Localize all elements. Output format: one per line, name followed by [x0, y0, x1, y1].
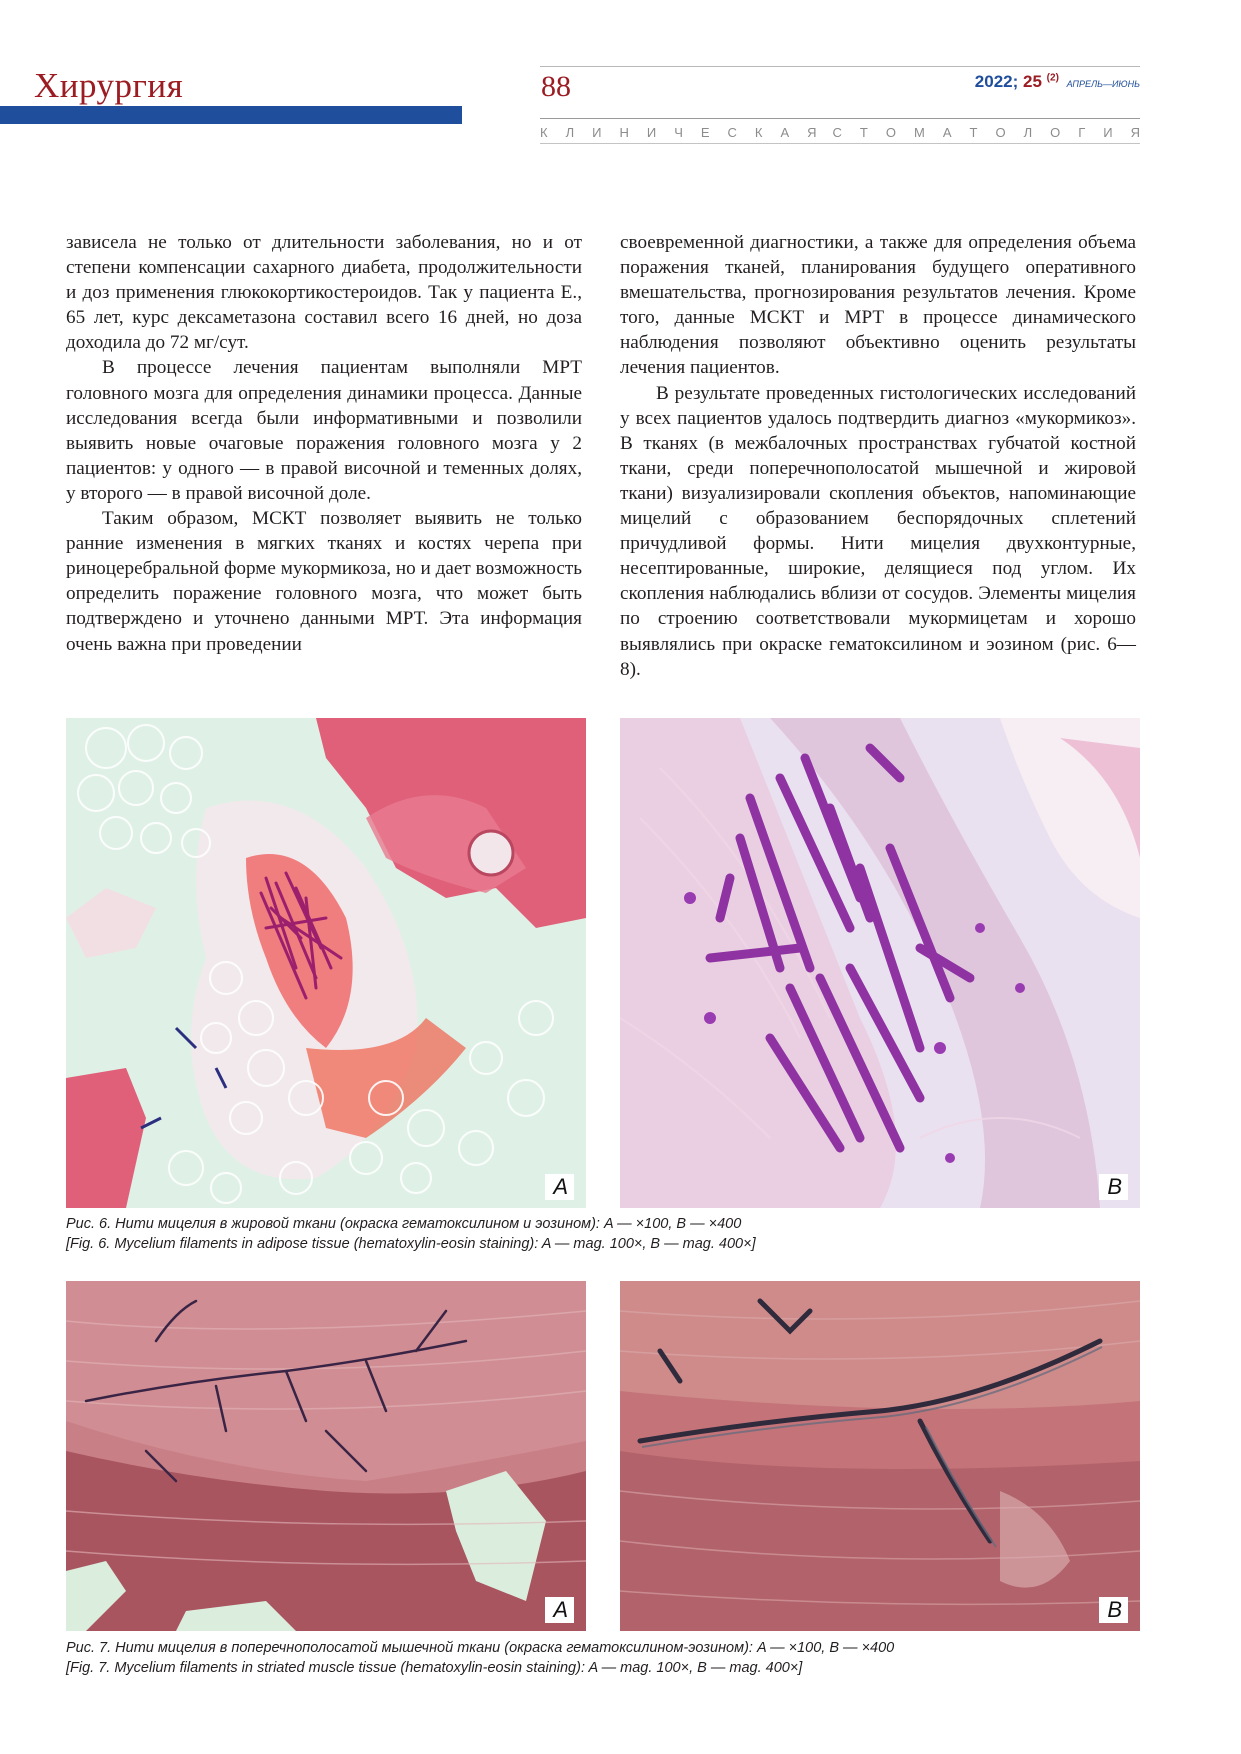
header-rule-bottom — [540, 143, 1140, 144]
journal-name — [540, 125, 1140, 140]
section-title: Хирургия — [34, 66, 184, 105]
figure-6-caption-ru: Рис. 6. Нити мицелия в жировой ткани (окраска гематоксилином и эозином): A — ×100, B — ×400 — [66, 1216, 742, 1232]
figure-7a-micrograph — [66, 1281, 586, 1631]
figure-6-caption-en: [Fig. 6. Mycelium filaments in adipose tissue (hematoxylin-eosin staining): A — mag. 100×, B — mag. 400×] — [66, 1236, 756, 1252]
figure-7-caption-ru: Рис. 7. Нити мицелия в поперечнополосатой мышечной ткани (окраска гематоксилином-эозином): A — ×100, B — ×400 — [66, 1640, 895, 1656]
issue-info: 2022; 25 $^{(2)}$ АПРЕЛЬ—ИЮНЬ — [974, 72, 1140, 91]
paragraph: своевременной диагностики, а также для определения объема поражения тканей, планирования будущего оперативного вмешательства, прогнозирования результатов лечения. Кроме того, данные МСКТ и МРТ в процессе динамического наблюдения позволяют объективно оценить результаты лечения пациентов. — [620, 232, 1136, 379]
panel-label-a: A — [545, 1597, 574, 1623]
figure-7-caption — [66, 1638, 1146, 1678]
panel-label-b: B — [1099, 1597, 1128, 1623]
figure-7-caption-en: [Fig. 7. Mycelium filaments in striated muscle tissue (hematoxylin-eosin staining): A — mag. 100×, B — mag. 400×] — [66, 1660, 803, 1676]
paragraph: В процессе лечения пациентам выполняли МРТ головного мозга для определения динамики процесса. Данные исследования всегда были информативными и позволили выявить новые очаговые поражения головного мозга у 2 пациентов: у одного — в правой височной и теменных долях, у второго — в правой височной доле. — [66, 357, 582, 504]
section-color-bar — [0, 106, 462, 124]
issue-number: (2) — [1046, 72, 1059, 84]
panel-label-b: B — [1099, 1174, 1128, 1200]
histology-image — [66, 1281, 586, 1631]
histology-image — [66, 718, 586, 1208]
issue-volume: 25 — [1023, 72, 1042, 91]
figure-6-caption — [66, 1214, 1146, 1254]
paragraph: В результате проведенных гистологических исследований у всех пациентов удалось подтвердить диагноз «мукормикоз». В тканях (в межбалочных пространствах губчатой костной ткани, среди поперечнополосатой мышечной и жировой ткани) визуализировали скопления объектов, напоминающие мицелий с образованием беспорядочных сплетений причудливой формы. Нити мицелия двухконтурные, несептированные, широкие, делящиеся под углом. Их скопления наблюдались вблизи от сосудов. Элементы мицелия по строению соответствовали мукормицетам и хорошо выявлялись при окраске гематоксилином и эозином (рис. 6—8). — [620, 382, 1136, 680]
histology-image — [620, 718, 1140, 1208]
figure-6b-micrograph — [620, 718, 1140, 1208]
issue-year: 2022 — [974, 72, 1013, 91]
header-rule-top — [540, 66, 1140, 67]
journal-name-word-2: С Т О М А Т О Л О Г И Я — [832, 125, 1140, 140]
page-number: 88 — [541, 70, 571, 103]
header-rule-middle — [540, 118, 1140, 119]
paragraph: зависела не только от длительности заболевания, но и от степени компенсации сахарного диабета, продолжительности и доз применения глюкокортикостероидов. Так у пациента Е., 65 лет, курс дексаметазона составил всего 16 дней, но доза доходила до 72 мг/сут. — [66, 232, 582, 354]
figure-7b-micrograph — [620, 1281, 1140, 1631]
journal-name-word-1: К Л И Н И Ч Е С К А Я — [540, 125, 817, 140]
text-column-left — [66, 230, 582, 657]
figure-6a-micrograph — [66, 718, 586, 1208]
histology-image — [620, 1281, 1140, 1631]
issue-months: АПРЕЛЬ—ИЮНЬ — [1066, 79, 1140, 89]
panel-label-a: A — [545, 1174, 574, 1200]
paragraph: Таким образом, МСКТ позволяет выявить не только ранние изменения в мягких тканях и костях черепа при риноцеребральной форме мукормикоза, но и дает возможность определить поражение головного мозга, что может быть подтверждено и уточнено данными МРТ. Эта информация очень важна при проведении — [66, 508, 582, 655]
text-column-right — [620, 230, 1136, 682]
